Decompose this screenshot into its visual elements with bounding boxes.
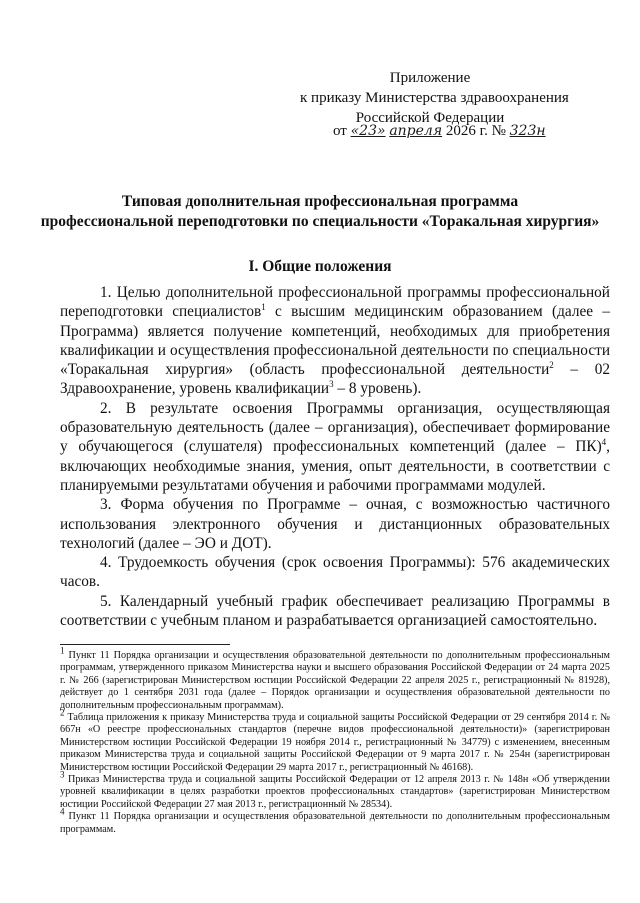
footnote-num-2: 2 <box>60 707 65 718</box>
p2-text-a: 2. В результате освоения Программы организация, осуществляющая образовательную деятельность (далее – организация), обеспечивает формирование у обучающегося (слушателя) профессиональных компетенций (далее – ПК) <box>60 399 610 456</box>
appendix-block <box>300 68 569 128</box>
footnote-ref-2[interactable]: 2 <box>549 360 554 371</box>
footnote-ref-3[interactable]: 3 <box>329 379 334 390</box>
title-line-2: профессиональной переподготовки по специальности «Торакальная хирургия» <box>40 213 600 230</box>
footnote-num-3: 3 <box>60 769 65 780</box>
footnote-ref-4[interactable]: 4 <box>601 437 607 448</box>
document-title <box>40 192 600 232</box>
appendix-org: Российской Федерации <box>355 110 505 126</box>
footnote-2-text: Таблица приложения к приказу Министерства труда и социальной защиты Российской Федерации от 29 сентября 2014 г. № 667н «О реестре профессиональных стандартов (перечне видов профессиональной деятельности)» (зарегистрирован Министерством юстиции Российской Федерации 19 ноября 2014 г., регистрационный № 34779) с изменением, внесенным приказом Министерства труда и социальной защиты Российской Федерации от 9 марта 2017 г. № 254н (зарегистрирован Министерством юстиции Российской Федерации 29 марта 2017 г., регистрационный № 46168). <box>60 712 610 773</box>
paragraph-1 <box>60 283 610 399</box>
appendix-to: к приказу Министерства здравоохранения <box>300 90 569 106</box>
order-day: «23» <box>350 123 386 139</box>
footnote-3-text: Приказ Министерства труда и социальной защиты Российской Федерации от 12 апреля 2013 г. № 148н «Об утверждении уровней квалификации в целях разработки проектов профессиональных стандартов» (зарегистрирован Министерством юстиции Российской Федерации 27 мая 2013 г., регистрационный № 28534). <box>60 774 610 810</box>
order-year: 2026 г. № <box>445 123 506 139</box>
paragraph-5: 5. Календарный учебный график обеспечивает реализацию Программы в соответствии с учебным планом и разрабатывается организацией самостоятельно. <box>60 592 610 630</box>
order-month: апреля <box>389 123 443 139</box>
footnote-3 <box>60 769 610 811</box>
footnote-divider <box>60 644 230 645</box>
footnote-1 <box>60 645 610 712</box>
footnote-num-1: 1 <box>60 645 65 656</box>
paragraph-3: 3. Форма обучения по Программе – очная, с возможностью частичного использования электронного обучения и дистанционных образовательных технологий (далее – ЭО и ДОТ). <box>60 496 610 552</box>
title-line-1: Типовая дополнительная профессиональная программа <box>121 193 519 210</box>
footnotes <box>60 645 610 836</box>
p1-text-c: – 02 Здравоохранение, уровень квалификации <box>60 361 611 398</box>
section-heading: I. Общие положения <box>248 258 392 275</box>
footnote-ref-1[interactable]: 1 <box>261 302 266 313</box>
p1-text-b: с высшим медицинским образованием (далее – Программа) является получение компетенций, необходимых для приобретения квалификации и осуществления профессиональной деятельности по специальности «Торакальная хирургия» (область профессиональной деятельности <box>60 303 610 379</box>
footnote-1-text: Пункт 11 Порядка организации и осуществления образовательной деятельности по дополнительным профессиональным программам, утвержденного приказом Министерства науки и высшего образования Российской Федерации от 24 марта 2025 г. № 266 (зарегистрирован Министерством юстиции Российской Федерации 22 апреля 2025 г., регистрационный № 81928), действует до 1 сентября 2031 года (далее – Порядок организации и осуществления образовательной деятельности по дополнительным профессиональным программам). <box>60 650 610 711</box>
p2-text-b: , включающих необходимые знания, умения, опыт деятельности, в соответствии с планируемыми результатами обучения и рабочими программами модулей. <box>60 438 610 494</box>
order-date-line <box>333 120 546 142</box>
order-from: от <box>333 123 347 139</box>
footnote-4 <box>60 806 610 836</box>
appendix-label: Приложение <box>389 70 471 86</box>
paragraph-4: 4. Трудоемкость обучения (срок освоения Программы): 576 академических часов. <box>60 554 610 591</box>
body-text <box>60 283 610 630</box>
footnote-4-text: Пункт 11 Порядка организации и осуществления образовательной деятельности по дополнительным профессиональным программам. <box>60 811 610 835</box>
footnote-2 <box>60 707 610 774</box>
paragraph-2 <box>60 399 610 495</box>
p1-text-d: – 8 уровень). <box>333 380 422 398</box>
p1-text-a: 1. Целью дополнительной профессиональной программы профессиональной переподготовки специалистов <box>60 284 610 321</box>
footnote-num-4: 4 <box>60 806 65 817</box>
order-number: 323н <box>509 123 546 139</box>
